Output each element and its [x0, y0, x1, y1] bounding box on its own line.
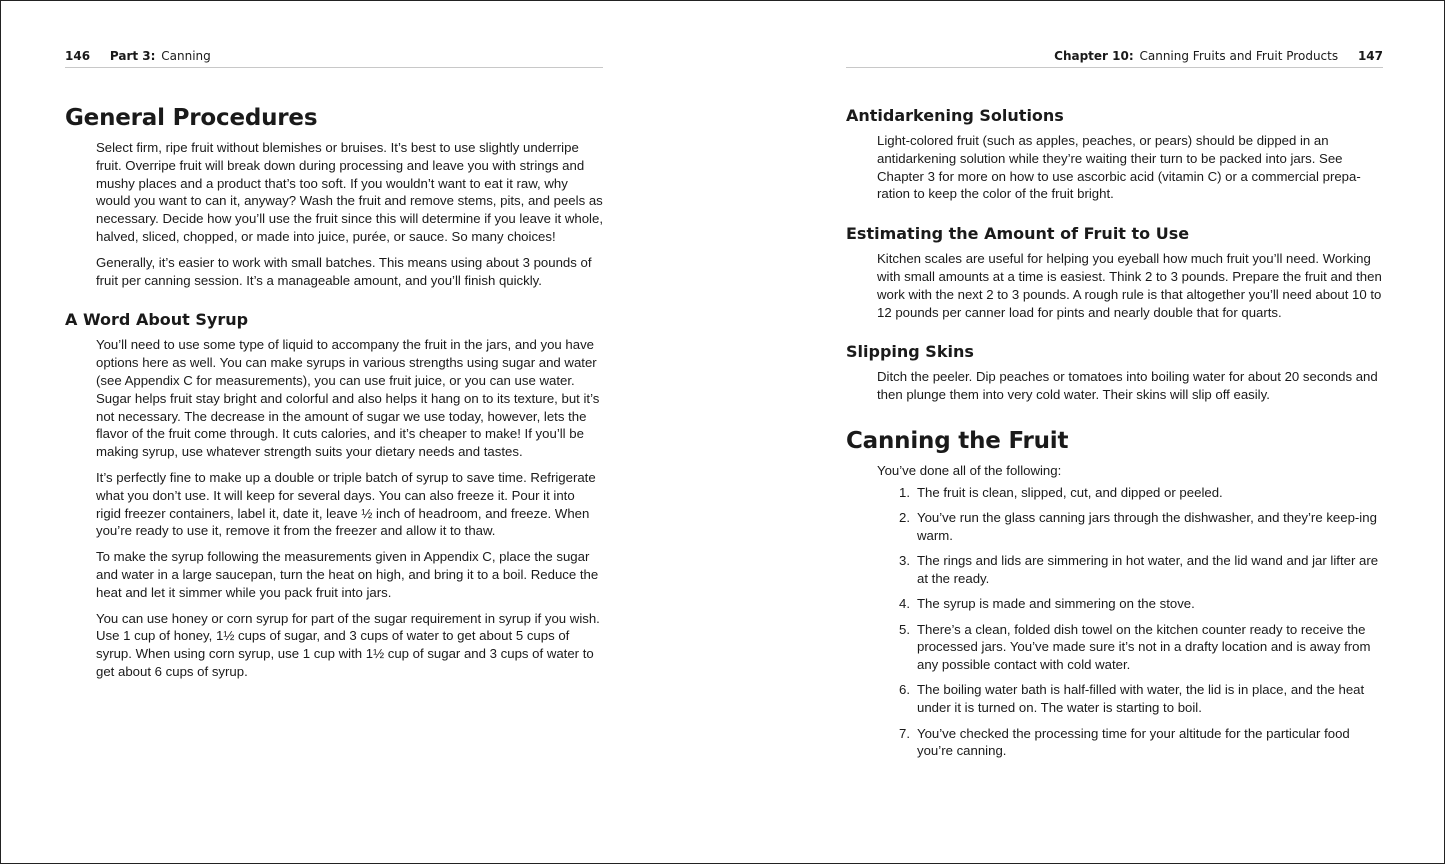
part-label: Part 3:	[109, 49, 156, 63]
step-number: 3.	[899, 553, 910, 569]
step-text: The fruit is clean, slipped, cut, and dipped or peeled.	[917, 484, 1223, 500]
left-page-content	[65, 103, 603, 689]
list-item	[846, 484, 1383, 502]
part-title: Canning	[161, 49, 211, 63]
chapter-title: Canning Fruits and Fruit Products	[1139, 49, 1339, 63]
step-number: 5.	[899, 621, 910, 637]
heading-antidarkening-solutions: Antidarkening Solutions	[846, 106, 1064, 125]
right-page-content	[846, 105, 1383, 768]
heading-word-about-syrup: A Word About Syrup	[65, 310, 249, 330]
step-text: The rings and lids are simmering in hot water, and the lid wand and jar lifter are at the ready.	[917, 553, 1379, 586]
list-item	[846, 681, 1383, 717]
canning-steps-list	[846, 484, 1383, 760]
list-item	[846, 621, 1383, 674]
left-page-number: 146	[65, 49, 91, 63]
paragraph: Ditch the peeler. Dip peaches or tomatoes into boiling water for about 20 seconds and then plunge them into very cold water. Their skins will slip off easily.	[877, 369, 1378, 403]
step-text: You’ve checked the processing time for your altitude for the particular food you’re canning.	[917, 725, 1350, 759]
paragraph: It’s perfectly fine to make up a double or triple batch of syrup to save time. Refrigerate what you don’t use. It will keep for several days. You can also freeze it. Pour it into rigid freezer containers, label it, date it, leave ½ inch of headroom, and freeze. When you’re ready to use it, remove it from the freezer and allow it to thaw.	[96, 469, 596, 539]
right-page	[846, 1, 1383, 863]
list-item	[846, 509, 1383, 545]
heading-canning-the-fruit: Canning the Fruit	[846, 427, 1069, 454]
chapter-label: Chapter 10:	[1054, 49, 1134, 63]
paragraph-intro: You’ve done all of the following:	[877, 462, 1062, 478]
paragraph: Kitchen scales are useful for helping you eyeball how much fruit you’ll need. Working with small amounts at a time is easiest. Think 2 to 3 pounds. Prepare the fruit and then work with the next 2 to 3 pounds. A rough rule is that altogether you’ll need about 10 to 12 pounds per canner load for pints and nearly double that for quarts.	[877, 251, 1382, 320]
step-text: There’s a clean, folded dish towel on the kitchen counter ready to receive the processed jars. You’ve made sure it’s not in a drafty location and is away from any possible contact with cold water.	[917, 621, 1371, 673]
step-number: 7.	[899, 725, 910, 741]
paragraph: Generally, it’s easier to work with small batches. This means using about 3 pounds of fruit per canning session. It’s a manageable amount, and you’ll finish quickly.	[96, 254, 592, 288]
right-running-head	[846, 47, 1383, 68]
left-running-head	[65, 47, 603, 68]
step-number: 2.	[899, 510, 910, 526]
paragraph: You can use honey or corn syrup for part of the sugar requirement in syrup if you wish. Use 1 cup of honey, 1½ cups of sugar, and 3 cups of water to get about 5 cups of syrup. When using corn syrup, use 1 cup with 1½ cup of sugar and 3 cups of water to get about 6 cups of syrup.	[96, 610, 600, 679]
paragraph: Select firm, ripe fruit without blemishes or bruises. It’s best to use slightly underripe fruit. Overripe fruit will break down during processing and leave you with strings and mushy places and a product that’s too soft. If you wouldn’t want to eat it raw, why would you want to can it, anyway? Wash the fruit and remove stems, pits, and peels as necessary. Decide how you’ll use the fruit since this will determine if you leave it whole, halved, sliced, chopped, or made into juice, purée, or sauce. So many choices!	[96, 140, 603, 244]
paragraph: Light-colored fruit (such as apples, peaches, or pears) should be dipped in an antidarkening solution while they’re waiting their turn to be packed into jars. See Chapter 3 for more on how to use ascorbic acid (vitamin C) or a commercial prepa-ration to keep the color of the fruit bright.	[877, 133, 1361, 202]
left-page	[65, 1, 603, 863]
step-number: 4.	[899, 596, 910, 612]
list-item	[846, 595, 1383, 613]
list-item	[846, 725, 1383, 761]
paragraph: You’ll need to use some type of liquid to accompany the fruit in the jars, and you have options here as well. You can make syrups in various strengths using sugar and water (see Appendix C for measurements), you can use fruit juice, or you can use water. Sugar helps fruit stay bright and colorful and also helps it hang on to its texture, but it’s not necessary. The decrease in the amount of sugar we use today, however, lets the flavor of the fruit come through. It cuts calories, and it’s cheaper to make! If you’ll be making syrup, use whatever strength suits your dietary needs and tastes.	[96, 337, 600, 460]
heading-slipping-skins: Slipping Skins	[846, 342, 974, 362]
step-text: You’ve run the glass canning jars through the dishwasher, and they’re keep-ing warm.	[917, 510, 1377, 543]
step-number: 6.	[899, 682, 910, 698]
step-number: 1.	[899, 484, 910, 500]
heading-estimating-amount: Estimating the Amount of Fruit to Use	[846, 224, 1190, 244]
right-page-number: 147	[1357, 49, 1383, 63]
list-item	[846, 552, 1383, 588]
heading-general-procedures: General Procedures	[65, 105, 318, 131]
step-text: The syrup is made and simmering on the stove.	[917, 596, 1195, 612]
paragraph: To make the syrup following the measurements given in Appendix C, place the sugar and water in a large saucepan, turn the heat on high, and bring it to a boil. Reduce the heat and let it simmer while you pack fruit into jars.	[96, 549, 599, 600]
step-text: The boiling water bath is half-filled with water, the lid is in place, and the heat under it is turned on. The water is starting to boil.	[917, 682, 1365, 716]
